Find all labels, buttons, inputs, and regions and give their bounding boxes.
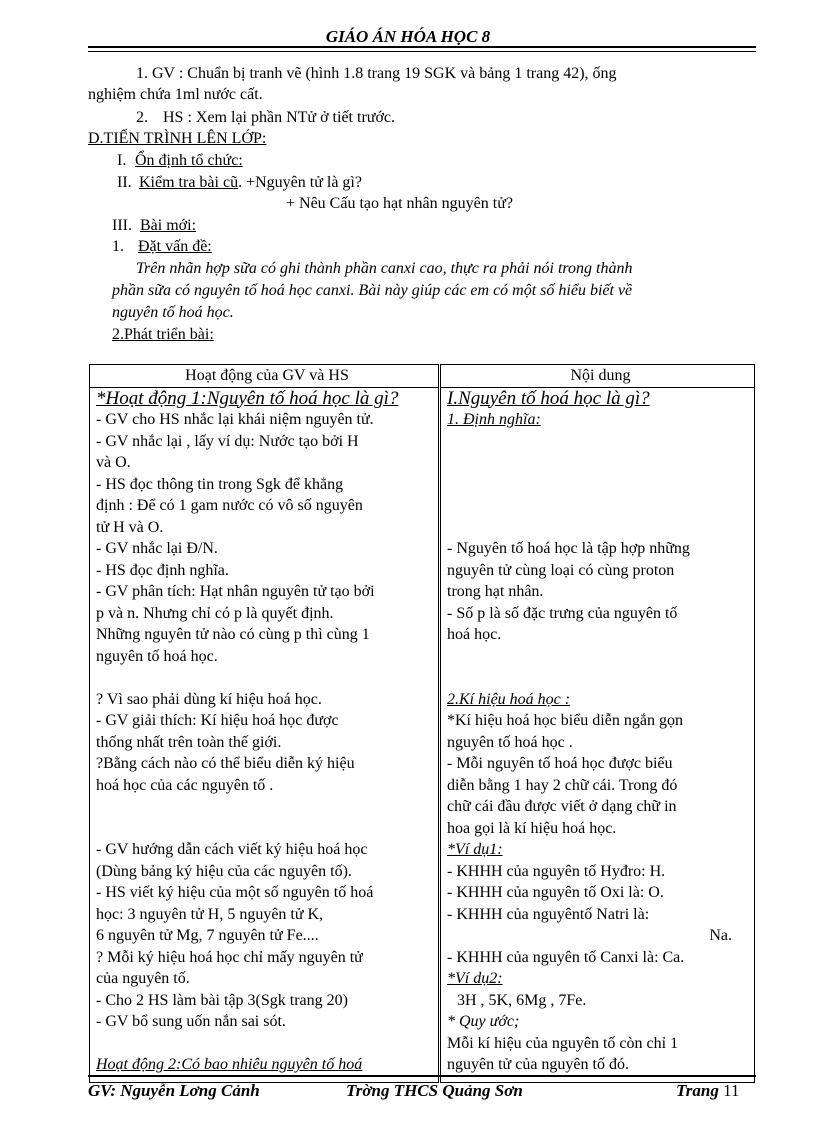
right-line: I.Nguyên tố hoá học là gì? [447, 387, 650, 409]
right-line: Na. [709, 927, 732, 944]
right-line: - Nguyên tố hoá học là tập hợp những [447, 540, 690, 557]
left-line: và O. [96, 454, 131, 471]
right-line: chữ cái đầu được viết ở dạng chữ in [447, 798, 677, 815]
footer-page-number: 11 [723, 1081, 740, 1100]
activity-1-label: *Hoạt động 1:Nguyên tố hoá học là gì? [96, 387, 399, 409]
left-line: tử H và O. [96, 518, 164, 536]
section-d-title: D.TIẾN TRÌNH LÊN LỚP: [88, 130, 267, 147]
right-line: - KHHH của nguyên tố Oxi là: O. [447, 884, 664, 901]
left-line [96, 388, 438, 410]
left-line: - GV nhắc lại Đ/N. [96, 540, 218, 557]
header-rule-thin [88, 51, 756, 52]
intro-line-3: nguyên tố hoá học. [112, 304, 234, 321]
right-line: - KHHH của nguyên tố Canxi là: Ca. [447, 948, 685, 966]
right-line: nguyên tử của nguyên tố đó. [447, 1056, 629, 1073]
left-line: (Dùng bảng ký hiệu của các nguyên tố). [96, 862, 352, 880]
left-line: - HS đọc định nghĩa. [96, 561, 229, 579]
activity-column [90, 387, 440, 1082]
right-line [447, 452, 754, 474]
right-line: - Mỗi nguyên tố hoá học được biểu [447, 755, 673, 772]
right-line: trong hạt nhân. [447, 583, 544, 600]
step3-number: III. [112, 217, 132, 234]
right-line: 1. Định nghĩa: [447, 411, 541, 428]
header-rule-thick [88, 46, 756, 48]
step2-number: II. [117, 174, 132, 191]
left-line: - GV nhắc lại , lấy ví dụ: Nước tạo bởi H [96, 432, 359, 450]
prep-gv-line1: 1. GV : Chuẩn bị tranh vẽ (hình 1.8 trang 19 SGK và bảng 1 trang 42), ống [136, 65, 617, 82]
step1-number: I. [117, 152, 127, 169]
lesson-table [89, 364, 755, 1083]
left-line: học: 3 nguyên tử H, 5 nguyên tử K, [96, 905, 324, 923]
intro-line-2: phần sữa có nguyên tố hoá học canxi. Bài này giúp các em có một số hiểu biết về [112, 282, 633, 299]
right-line: - KHHH của nguyêntố Natri là: [447, 905, 650, 923]
sub2-text: Phát triển bài: [124, 326, 214, 343]
left-line: - GV giải thích: Kí hiệu hoá học được [96, 712, 339, 729]
right-line [447, 667, 754, 689]
left-line: - GV hướng dẫn cách viết ký hiệu hoá học [96, 841, 368, 858]
left-line: ?Bằng cách nào có thể biểu diễn ký hiệu [96, 755, 355, 772]
right-line: - KHHH của nguyên tố Hyđro: H. [447, 862, 666, 880]
right-line [447, 474, 754, 496]
right-line: *Ví dụ1: [447, 841, 503, 858]
step1-label: Ổn định tổ chức: [135, 152, 243, 169]
table-body-row [90, 387, 755, 1082]
right-line: Mỗi kí hiệu của nguyên tố còn chỉ 1 [447, 1034, 679, 1052]
footer-school: Trờng THCS Quảng Sơn [346, 1081, 523, 1100]
left-line: thống nhất trên toàn thế giới. [96, 733, 282, 751]
footer-page-label: Trang [676, 1081, 719, 1100]
left-line: 6 nguyên tử Mg, 7 nguyên tử Fe.... [96, 927, 319, 944]
right-line [447, 646, 754, 668]
right-line: diễn bằng 1 hay 2 chữ cái. Trong đó [447, 776, 678, 794]
left-line: - HS đọc thông tin trong Sgk để khẳng [96, 475, 344, 493]
right-line: nguyên tố hoá học . [447, 733, 573, 751]
footer-teacher: GV: Nguyễn Lơng Cảnh [88, 1081, 260, 1100]
left-line: hoá học của các nguyên tố . [96, 776, 274, 794]
prep-hs-number: 2. [136, 109, 148, 126]
prep-hs-text: HS : Xem lại phần NTử ở tiết trước. [163, 109, 395, 126]
left-line [96, 818, 438, 840]
left-line: - GV phân tích: Hạt nhân nguyên tử tạo bởi [96, 583, 375, 600]
left-line: Những nguyên tử nào có cùng p thì cùng 1 [96, 626, 370, 643]
left-line [96, 796, 438, 818]
left-line: - GV bổ sung uốn nắn sai sót. [96, 1013, 286, 1030]
right-line: hoá học. [447, 626, 502, 643]
table-header-row [90, 365, 755, 388]
right-line: *Kí hiệu hoá học biểu diễn ngắn gọn [447, 712, 683, 729]
right-line: hoa gọi là kí hiệu hoá học. [447, 819, 617, 837]
activity-column-content [96, 388, 438, 1082]
prep-gv-line2: nghiệm chứa 1ml nước cất. [88, 86, 263, 103]
right-line: 3H , 5K, 6Mg , 7Fe. [457, 991, 587, 1009]
left-line: Hoạt động 2:Có bao nhiêu nguyên tố hoá [96, 1056, 363, 1073]
right-line: *Ví dụ2: [447, 970, 503, 987]
content-column [440, 387, 755, 1082]
footer-rule [88, 1075, 756, 1077]
left-line: - HS viết ký hiệu của một số nguyên tố hoá [96, 884, 374, 901]
sub1-label: Đặt vấn đề: [138, 238, 212, 255]
right-line: nguyên tử cùng loại có cùng proton [447, 561, 675, 579]
step2-label: Kiểm tra bài cũ [139, 174, 239, 191]
intro-line-1: Trên nhãn hợp sữa có ghi thành phần canxi cao, thực ra phải nói trong thành [136, 260, 633, 277]
step3-label: Bài mới: [140, 217, 197, 234]
step2-question1: . +Nguyên tử là gì? [238, 174, 362, 191]
right-line [447, 517, 754, 539]
right-line: * Quy ước; [447, 1013, 520, 1030]
content-column-content [447, 388, 754, 1082]
page-header-title: GIÁO ÁN HÓA HỌC 8 [325, 27, 491, 46]
right-line [447, 431, 754, 453]
right-line [447, 495, 754, 517]
col1-header: Hoạt động của GV và HS [90, 365, 440, 388]
col2-header: Nội dung [440, 365, 755, 388]
left-line: nguyên tố hoá học. [96, 647, 218, 665]
left-line: - Cho 2 HS làm bài tập 3(Sgk trang 20) [96, 991, 348, 1009]
step2-line [139, 173, 362, 193]
left-line: p và n. Nhưng chỉ có p là quyết định. [96, 604, 334, 622]
sub2-number: 2. [112, 326, 124, 343]
left-line: định : Để có 1 gam nước có vô số nguyên [96, 497, 363, 514]
footer-page [676, 1081, 739, 1101]
left-line [96, 1033, 438, 1055]
right-line: - Số p là số đặc trưng của nguyên tố [447, 604, 678, 622]
left-line: ? Mỗi ký hiệu hoá học chỉ mấy nguyên tử [96, 948, 363, 966]
sub1-number: 1. [112, 238, 124, 255]
left-line: của nguyên tố. [96, 970, 190, 987]
left-line: ? Vì sao phải dùng kí hiệu hoá học. [96, 690, 322, 708]
step2-question2: + Nêu Cấu tạo hạt nhân nguyên tử? [286, 195, 513, 212]
sub2-label [112, 325, 214, 345]
right-line: 2.Kí hiệu hoá học : [447, 690, 571, 708]
left-line [96, 667, 438, 689]
left-line: - GV cho HS nhắc lại khái niệm nguyên tử. [96, 411, 374, 428]
